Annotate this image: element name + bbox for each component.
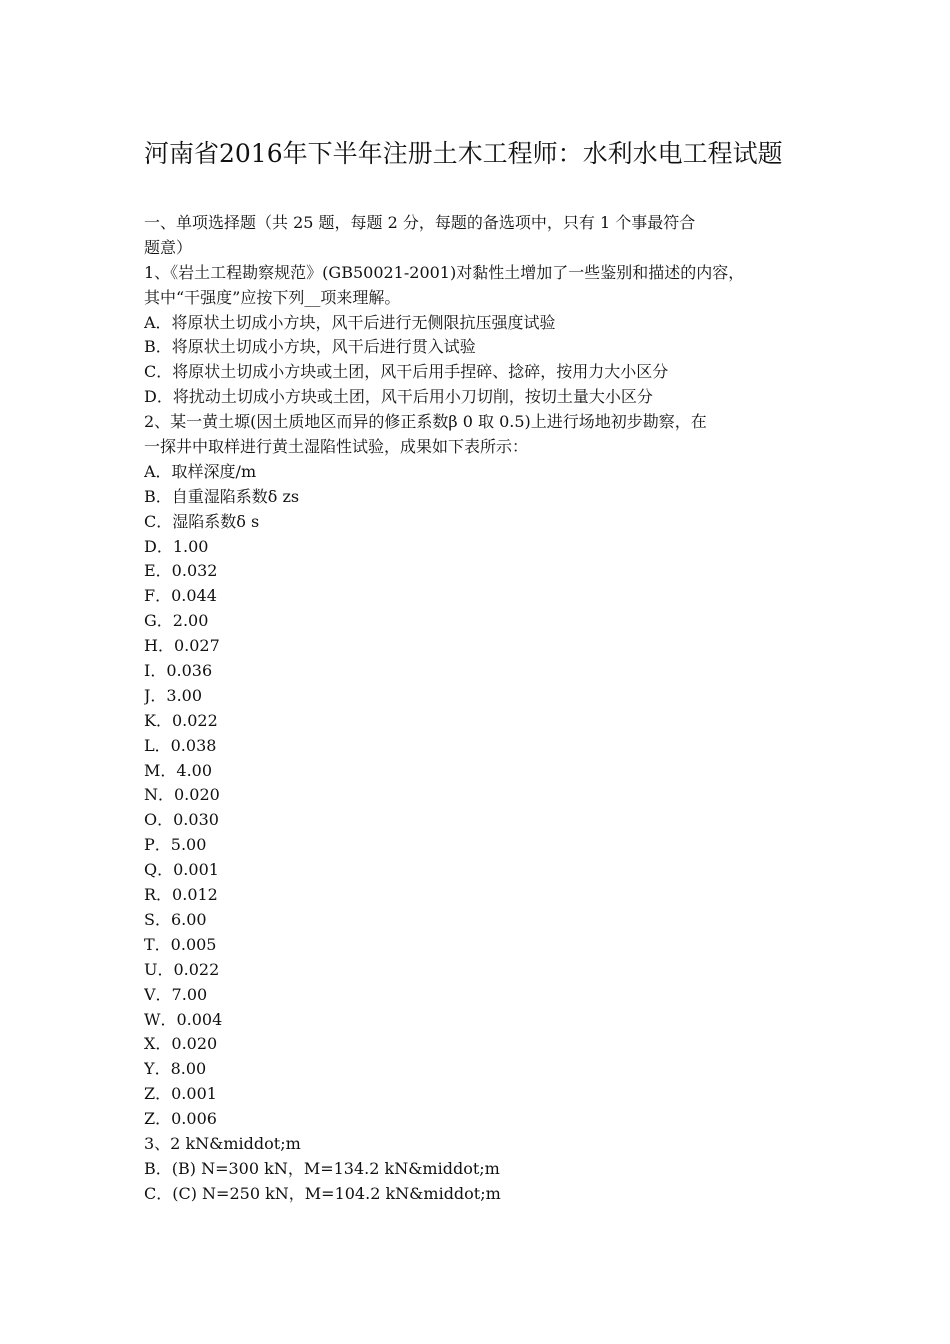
text-line: H．0.027 (144, 636, 220, 656)
text-line: Z．0.006 (144, 1109, 217, 1129)
text-line: Q．0.001 (144, 860, 219, 880)
text-line: D．将扰动土切成小方块或土团，风干后用小刀切削，按切土量大小区分 (144, 387, 653, 407)
text-line: V．7.00 (144, 984, 208, 1004)
text-line: J．3.00 (144, 685, 203, 705)
text-line: Y．8.00 (144, 1059, 207, 1079)
text-line: P．5.00 (144, 835, 207, 855)
text-line: 3、2 kN&middot;m (144, 1133, 301, 1153)
text-line: F．0.044 (144, 586, 217, 606)
text-line: B．将原状土切成小方块，风干后进行贯入试验 (144, 337, 476, 357)
text-line: O．0.030 (144, 810, 219, 830)
text-line: L．0.038 (144, 735, 217, 755)
text-line: W．0.004 (144, 1009, 223, 1029)
text-line: I．0.036 (144, 661, 213, 681)
exam-body (144, 211, 808, 1207)
text-line: C．将原状土切成小方块或土团，风干后用手捏碎、捻碎，按用力大小区分 (144, 362, 669, 382)
text-line: M．4.00 (144, 760, 213, 780)
text-line: 一、单项选择题（共 25 题，每题 2 分，每题的备选项中，只有 1 个事最符合 (144, 213, 696, 232)
text-line: T．0.005 (144, 934, 217, 954)
text-line: U．0.022 (144, 959, 220, 979)
text-line: N．0.020 (144, 785, 220, 805)
text-line: X．0.020 (144, 1034, 218, 1054)
page-title: 河南省2016年下半年注册土木工程师：水利水电工程试题 (144, 139, 783, 168)
text-line: C．(C) N=250 kN，M=104.2 kN&middot;m (144, 1183, 501, 1203)
text-line: S．6.00 (144, 909, 207, 929)
text-line: R．0.012 (144, 885, 218, 905)
text-line: Z．0.001 (144, 1084, 217, 1104)
text-line: 一探井中取样进行黄土湿陷性试验，成果如下表所示： (144, 437, 529, 457)
text-line: B．自重湿陷系数δ zs (144, 486, 300, 506)
text-line: 1、《岩土工程勘察规范》(GB50021-2001)对黏性土增加了一些鉴别和描述的内容， (144, 262, 745, 282)
text-line: 其中“干强度”应按下列__项来理解。 (144, 287, 401, 307)
text-line: K．0.022 (144, 710, 218, 730)
text-line: 题意） (144, 237, 193, 257)
text-line: E．0.032 (144, 561, 218, 581)
text-line: B．(B) N=300 kN，M=134.2 kN&middot;m (144, 1158, 500, 1178)
text-line: A．将原状土切成小方块，风干后进行无侧限抗压强度试验 (144, 312, 556, 332)
text-line: D．1.00 (144, 536, 209, 556)
text-line: 2、某一黄土塬(因土质地区而异的修正系数β 0 取 0.5)上进行场地初步勘察，在 (144, 412, 707, 432)
text-line: A．取样深度/m (144, 461, 257, 481)
text-line: G．2.00 (144, 611, 209, 631)
text-line: C．湿陷系数δ s (144, 511, 260, 531)
